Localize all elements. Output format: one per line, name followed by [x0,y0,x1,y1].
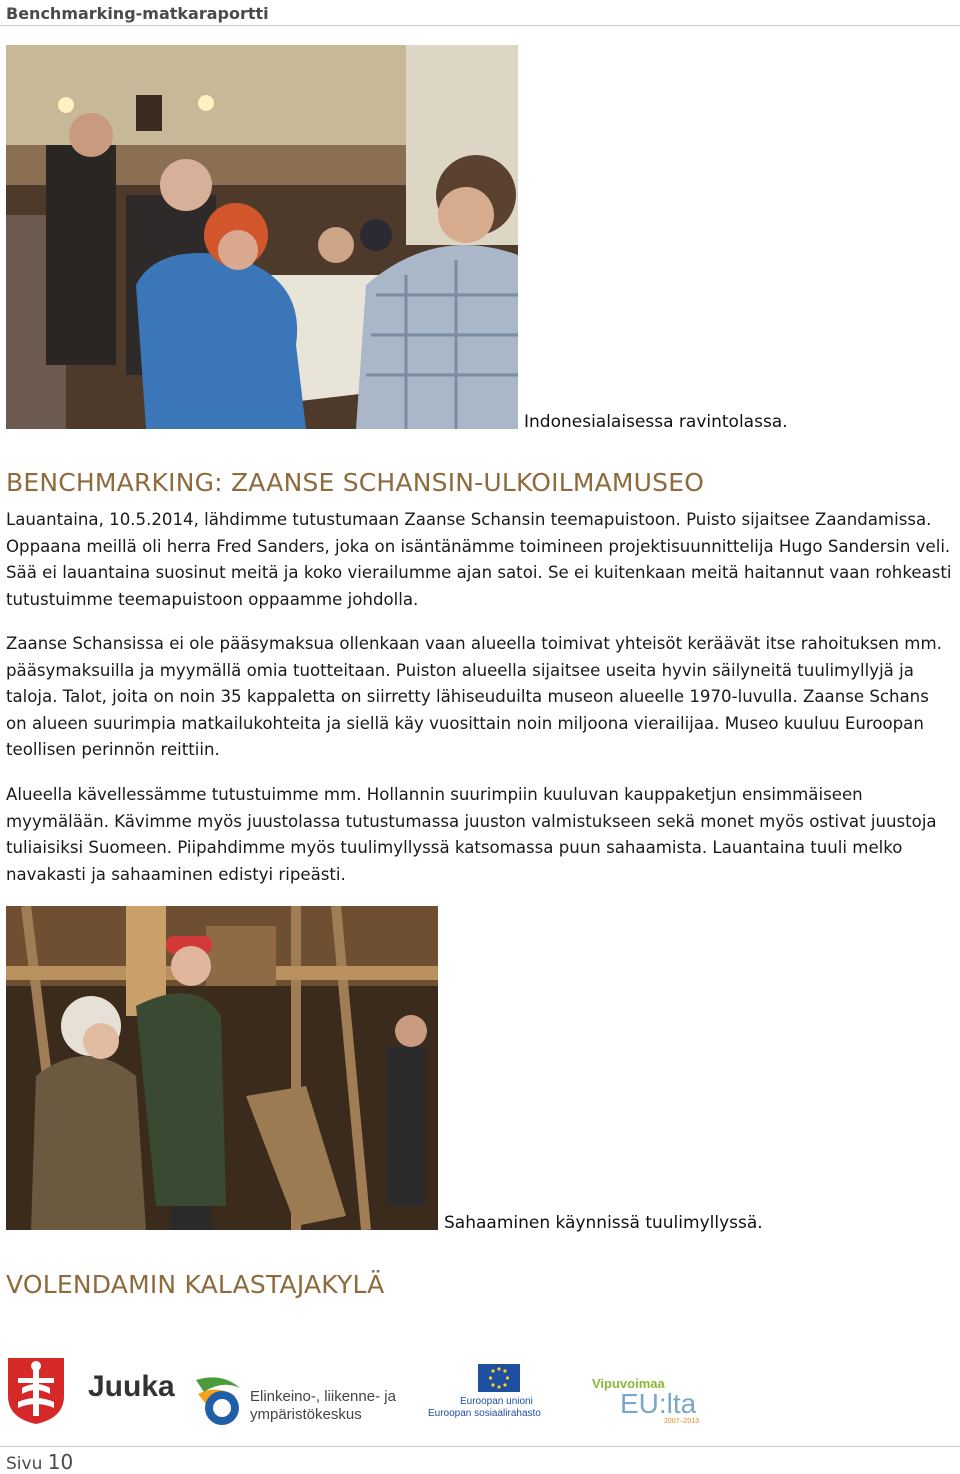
photo-caption-sawmill: Sahaaminen käynnissä tuulimyllyssä. [444,1213,763,1233]
eu-logo-line2: Euroopan sosiaalirahasto [428,1408,541,1419]
ely-centre-line2: ympäristökeskus [250,1406,362,1423]
section-heading-volendam: VOLENDAMIN KALASTAJAKYLÄ [6,1270,385,1299]
juuka-logo-text: Juuka [88,1370,175,1403]
section-heading-zaanse-schans: BENCHMARKING: ZAANSE SCHANSIN-ULKOILMAMUSEO [6,468,705,497]
juuka-coat-of-arms-icon [6,1356,66,1426]
ely-centre-logo-icon [192,1374,244,1428]
sponsor-logos [0,1352,960,1432]
paragraph-admission: Zaanse Schansissa ei ole pääsymaksua ollenkaan vaan alueella toimivat yhteisöt keräävät itse rahoituksen mm. pääsymaksuilla ja myymällä omia tuotteitaan. Puiston alueella sijaitsee useita hyvin säilyneitä tuulimyllyjä ja taloja. Talot, joita on noin 35 kappaletta on siirretty lähiseuduilta museon alueelle 1970-luvulla. Zaanse Schans on alueen suurimpia matkailukohteita ja siellä käy vuosittain noin miljoona vierailijaa. Museo kuuluu Euroopan teollisen perinnön reittiin. [6,634,942,759]
page-header-title: Benchmarking-matkaraportti [6,4,269,23]
ely-centre-line1: Elinkeino-, liikenne- ja [250,1388,396,1405]
eu-flag-icon [478,1364,520,1392]
page-footer [6,1450,73,1474]
header-divider [0,25,960,26]
paragraph-visit: Lauantaina, 10.5.2014, lähdimme tutustumaan Zaanse Schansin teemapuistoon. Puisto sijaitsee Zaandamissa. Oppaana meillä oli herra Fred Sanders, joka on isäntänämme toimineen projektisuunnittelija Hugo Sandersin veli. Sää ei lauantaina suosinut meitä ja koko vierailumme ajan satoi. Se ei kuitenkaan meitä haitannut vaan rohkeasti tutustuimme teemapuistoon oppaamme johdolla. [6,510,952,609]
page-label: Sivu [6,1454,43,1474]
page-number: 10 [47,1450,74,1474]
footer-divider [0,1446,960,1447]
photo-caption-restaurant: Indonesialaisessa ravintolassa. [524,412,788,432]
sawmill-photo [6,906,438,1230]
paragraph-walk: Alueella kävellessämme tutustuimme mm. Hollannin suurimpiin kuuluvan kauppaketjun ensimmäiseen myymälään. Kävimme myös juustolassa tutustumassa juuston valmistukseen sekä monet myös ostivat juustoja tuliaisiksi Suomeen. Piipahdimme myös tuulimyllyssä katsomassa puun sahaamista. Lauantaina tuuli melko navakasti ja sahaaminen edistyi ripeästi. [6,785,937,884]
vipuvoimaa-logo-years: 2007–2013 [664,1418,700,1425]
vipuvoimaa-logo-line1: Vipuvoimaa [592,1376,665,1391]
vipuvoimaa-logo-line2: EU:lta [620,1388,697,1419]
restaurant-photo [6,45,518,429]
eu-logo-line1: Euroopan unioni [460,1396,533,1407]
